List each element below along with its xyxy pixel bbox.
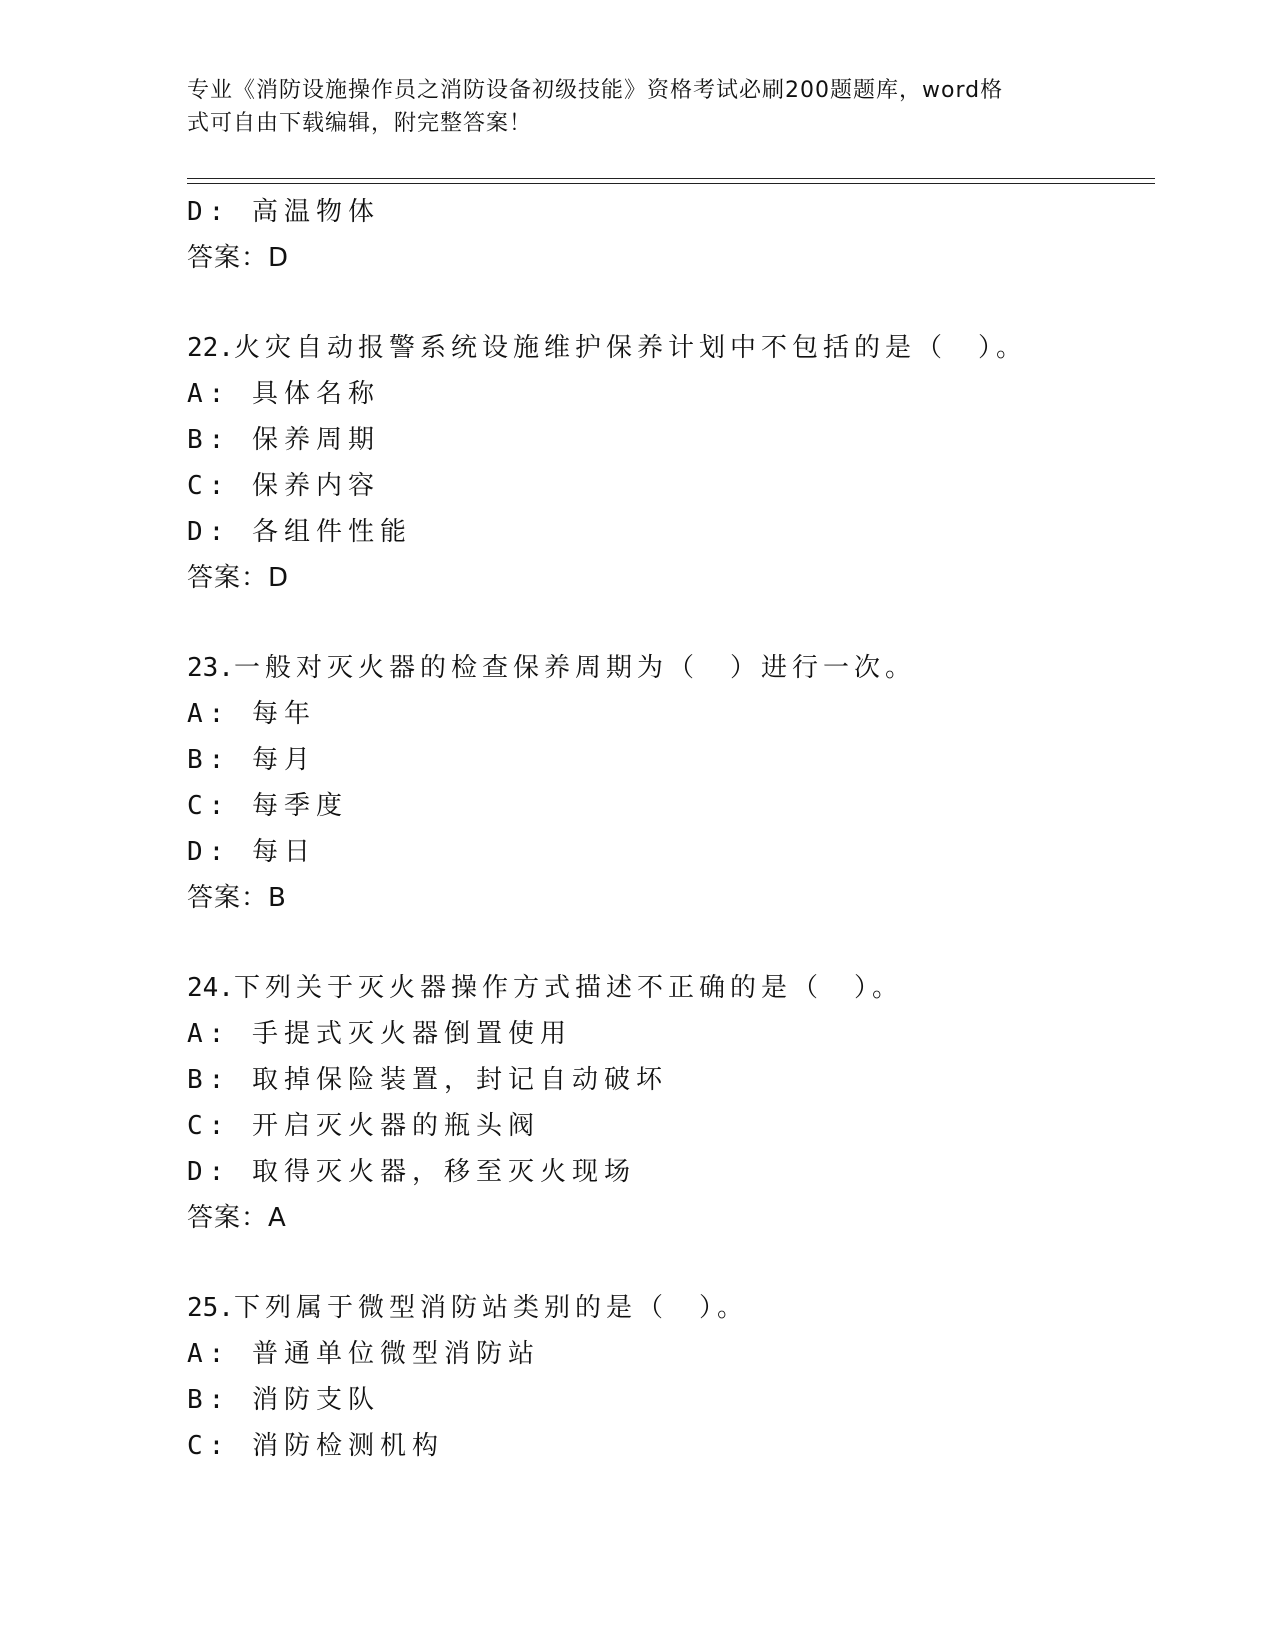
option-line (187, 1057, 1155, 1103)
question-text: 下列属于微型消防站类别的是（ ）。 (233, 1293, 748, 1323)
option-label: C: (187, 791, 231, 821)
option-text: 取掉保险装置，封记自动破坏 (251, 1065, 668, 1095)
option-text: 手提式灭火器倒置使用 (251, 1019, 572, 1049)
option-line (187, 1423, 1155, 1469)
option-label: C: (187, 471, 231, 501)
option-label: C: (187, 1111, 231, 1141)
header-divider-bottom (187, 183, 1155, 184)
option-line (187, 737, 1155, 783)
option-label: B: (187, 425, 231, 455)
question-text: 一般对灭火器的检查保养周期为（ ）进行一次。 (233, 653, 916, 683)
question-number: 23. (187, 653, 234, 683)
header-line-2: 式可自由下载编辑，附完整答案！ (187, 111, 533, 136)
option-text: 各组件性能 (251, 517, 412, 547)
header-divider-top (187, 178, 1155, 179)
option-line (187, 1377, 1155, 1423)
option-text: 保养周期 (251, 425, 380, 455)
question-text: 下列关于灭火器操作方式描述不正确的是（ ）。 (233, 973, 903, 1003)
option-label: A: (187, 1339, 231, 1369)
answer-line: 答案：D (187, 563, 290, 593)
option-text: 每月 (251, 745, 316, 775)
option-line (187, 509, 1155, 555)
question-stem (187, 325, 1155, 371)
option-line (187, 829, 1155, 875)
option-label: B: (187, 745, 231, 775)
option-text: 消防支队 (251, 1385, 380, 1415)
option-line (187, 463, 1155, 509)
answer-line: 答案：D (187, 243, 290, 273)
option-text: 普通单位微型消防站 (251, 1339, 540, 1369)
answer-line: 答案：B (187, 883, 287, 913)
document-header (187, 74, 1067, 140)
option-line (187, 417, 1155, 463)
option-text: 保养内容 (251, 471, 380, 501)
option-label: D: (187, 197, 231, 227)
question-stem (187, 1285, 1155, 1331)
option-label: D: (187, 517, 231, 547)
option-label: B: (187, 1385, 231, 1415)
option-label: D: (187, 1157, 231, 1187)
option-line (187, 371, 1155, 417)
question-list (187, 189, 1155, 1469)
option-label: A: (187, 1019, 231, 1049)
option-label: D: (187, 837, 231, 867)
option-label: A: (187, 699, 231, 729)
option-text: 每年 (251, 699, 316, 729)
question-number: 22. (187, 333, 234, 363)
option-line (187, 1103, 1155, 1149)
option-text: 每日 (251, 837, 316, 867)
option-label: A: (187, 379, 231, 409)
option-label: B: (187, 1065, 231, 1095)
option-line (187, 1011, 1155, 1057)
option-line (187, 691, 1155, 737)
option-text: 开启灭火器的瓶头阀 (251, 1111, 540, 1141)
header-line-1: 专业《消防设施操作员之消防设备初级技能》资格考试必刷200题题库，word格 (187, 78, 1004, 103)
option-text: 高温物体 (251, 197, 380, 227)
answer-line: 答案：A (187, 1203, 287, 1233)
option-text: 取得灭火器，移至灭火现场 (251, 1157, 636, 1187)
option-label: C: (187, 1431, 231, 1461)
option-line (187, 189, 1155, 235)
question-number: 24. (187, 973, 234, 1003)
question-stem (187, 965, 1155, 1011)
option-line (187, 1331, 1155, 1377)
option-line (187, 1149, 1155, 1195)
question-number: 25. (187, 1293, 234, 1323)
question-text: 火灾自动报警系统设施维护保养计划中不包括的是（ ）。 (233, 333, 1027, 363)
option-line (187, 783, 1155, 829)
question-stem (187, 645, 1155, 691)
option-text: 具体名称 (251, 379, 380, 409)
option-text: 消防检测机构 (251, 1431, 444, 1461)
option-text: 每季度 (251, 791, 348, 821)
